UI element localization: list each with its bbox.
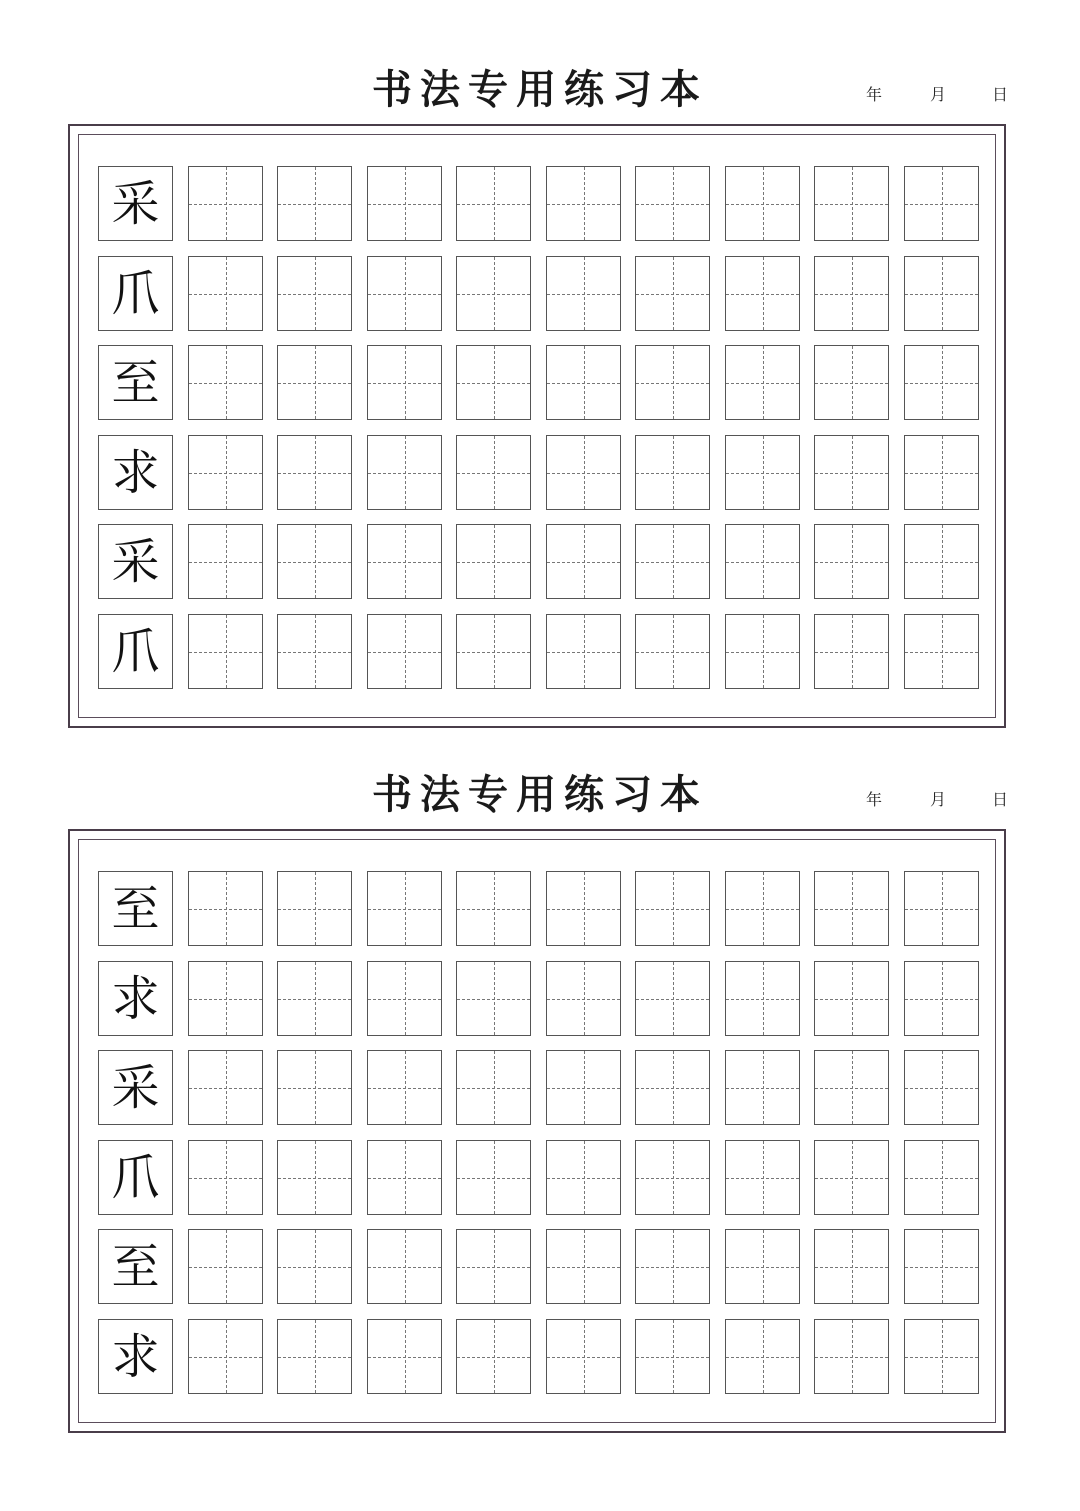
sheet-title: 书法专用练习本	[372, 66, 708, 113]
guide-line-horizontal	[726, 652, 799, 653]
practice-cell	[277, 614, 352, 689]
guide-line-horizontal	[547, 473, 620, 474]
guide-line-horizontal	[815, 562, 888, 563]
practice-cell	[367, 614, 442, 689]
guide-line-horizontal	[457, 1267, 530, 1268]
guide-line-horizontal	[636, 1357, 709, 1358]
practice-cell	[456, 871, 531, 946]
guide-line-horizontal	[636, 909, 709, 910]
guide-line-horizontal	[726, 473, 799, 474]
practice-cell	[367, 166, 442, 241]
practice-cell	[277, 1319, 352, 1394]
guide-line-horizontal	[815, 1357, 888, 1358]
guide-line-horizontal	[457, 1088, 530, 1089]
practice-cell	[277, 256, 352, 331]
practice-cell	[277, 435, 352, 510]
model-character-cell	[98, 166, 173, 241]
model-character: 爪	[111, 623, 160, 680]
practice-cell	[188, 345, 263, 420]
practice-cell	[635, 1140, 710, 1215]
practice-cell	[725, 1319, 800, 1394]
guide-line-horizontal	[547, 1178, 620, 1179]
practice-cell	[546, 524, 621, 599]
practice-cell	[635, 1050, 710, 1125]
practice-cell	[635, 345, 710, 420]
practice-cell	[635, 166, 710, 241]
guide-line-horizontal	[547, 652, 620, 653]
guide-line-horizontal	[636, 999, 709, 1000]
practice-cell	[277, 961, 352, 1036]
guide-line-horizontal	[457, 383, 530, 384]
practice-cell	[814, 166, 889, 241]
practice-cell	[456, 1229, 531, 1304]
guide-line-horizontal	[636, 294, 709, 295]
model-character: 求	[111, 444, 160, 501]
model-character-cell	[98, 345, 173, 420]
guide-line-horizontal	[457, 909, 530, 910]
sheet-title: 书法专用练习本	[372, 771, 708, 818]
guide-line-horizontal	[189, 909, 262, 910]
practice-cell	[814, 256, 889, 331]
model-character-cell	[98, 524, 173, 599]
guide-line-horizontal	[278, 1357, 351, 1358]
guide-line-horizontal	[905, 1267, 978, 1268]
guide-line-horizontal	[547, 1088, 620, 1089]
guide-line-horizontal	[815, 909, 888, 910]
practice-cell	[546, 435, 621, 510]
practice-cell	[904, 345, 979, 420]
model-character: 采	[111, 175, 160, 232]
practice-cell	[635, 1319, 710, 1394]
guide-line-horizontal	[815, 473, 888, 474]
practice-cell	[188, 871, 263, 946]
practice-cell	[456, 1140, 531, 1215]
guide-line-horizontal	[815, 652, 888, 653]
practice-cell	[367, 256, 442, 331]
guide-line-horizontal	[905, 652, 978, 653]
practice-cell	[814, 961, 889, 1036]
practice-cell	[188, 614, 263, 689]
practice-cell	[546, 256, 621, 331]
practice-cell	[904, 1050, 979, 1125]
guide-line-horizontal	[189, 383, 262, 384]
practice-cell	[725, 524, 800, 599]
practice-cell	[456, 435, 531, 510]
guide-line-horizontal	[368, 909, 441, 910]
guide-line-horizontal	[905, 473, 978, 474]
practice-cell	[367, 961, 442, 1036]
guide-line-horizontal	[726, 999, 799, 1000]
model-character-cell	[98, 256, 173, 331]
practice-cell	[725, 345, 800, 420]
practice-cell	[725, 1140, 800, 1215]
guide-line-horizontal	[368, 1088, 441, 1089]
guide-line-horizontal	[368, 473, 441, 474]
model-character: 采	[111, 533, 160, 590]
practice-cell	[277, 871, 352, 946]
practice-cell	[367, 871, 442, 946]
practice-cell	[904, 614, 979, 689]
guide-line-horizontal	[726, 909, 799, 910]
guide-line-horizontal	[905, 1357, 978, 1358]
guide-line-horizontal	[815, 1267, 888, 1268]
guide-line-horizontal	[636, 383, 709, 384]
guide-line-horizontal	[636, 1178, 709, 1179]
model-character: 求	[111, 970, 160, 1027]
guide-line-horizontal	[278, 999, 351, 1000]
guide-line-horizontal	[905, 1088, 978, 1089]
practice-cell	[188, 435, 263, 510]
guide-line-horizontal	[189, 1088, 262, 1089]
model-character: 求	[111, 1328, 160, 1385]
grid-frame	[68, 124, 1006, 728]
model-character-cell	[98, 1140, 173, 1215]
guide-line-horizontal	[189, 1357, 262, 1358]
guide-line-horizontal	[905, 204, 978, 205]
practice-cell	[456, 961, 531, 1036]
practice-cell	[546, 1050, 621, 1125]
model-character: 爪	[111, 1149, 160, 1206]
guide-line-horizontal	[368, 1357, 441, 1358]
guide-line-horizontal	[189, 999, 262, 1000]
guide-line-horizontal	[905, 1178, 978, 1179]
practice-cell	[367, 1140, 442, 1215]
practice-sheet-1	[0, 0, 1080, 700]
practice-cell	[814, 614, 889, 689]
guide-line-horizontal	[278, 909, 351, 910]
guide-line-horizontal	[278, 383, 351, 384]
practice-cell	[635, 435, 710, 510]
guide-line-horizontal	[726, 204, 799, 205]
practice-cell	[725, 614, 800, 689]
guide-line-horizontal	[189, 652, 262, 653]
practice-cell	[456, 345, 531, 420]
practice-cell	[188, 1319, 263, 1394]
guide-line-horizontal	[189, 294, 262, 295]
guide-line-horizontal	[189, 1178, 262, 1179]
practice-cell	[814, 1140, 889, 1215]
practice-cell	[546, 871, 621, 946]
guide-line-horizontal	[457, 562, 530, 563]
guide-line-horizontal	[726, 1088, 799, 1089]
practice-cell	[904, 435, 979, 510]
practice-cell	[904, 166, 979, 241]
guide-line-horizontal	[547, 294, 620, 295]
practice-cell	[546, 961, 621, 1036]
practice-cell	[546, 1140, 621, 1215]
practice-cell	[546, 345, 621, 420]
date-year-label: 年	[866, 85, 883, 104]
guide-line-horizontal	[726, 1178, 799, 1179]
practice-cell	[188, 1050, 263, 1125]
guide-line-horizontal	[457, 1357, 530, 1358]
practice-cell	[904, 256, 979, 331]
practice-cell	[725, 1229, 800, 1304]
guide-line-horizontal	[547, 204, 620, 205]
model-character: 至	[111, 880, 160, 937]
practice-cell	[188, 1140, 263, 1215]
guide-line-horizontal	[457, 294, 530, 295]
model-character-cell	[98, 961, 173, 1036]
practice-cell	[635, 524, 710, 599]
practice-cell	[456, 1319, 531, 1394]
model-character: 采	[111, 1059, 160, 1116]
guide-line-horizontal	[278, 1088, 351, 1089]
practice-cell	[546, 1319, 621, 1394]
guide-line-horizontal	[547, 999, 620, 1000]
practice-cell	[367, 524, 442, 599]
guide-line-horizontal	[278, 1267, 351, 1268]
practice-cell	[904, 871, 979, 946]
guide-line-horizontal	[636, 204, 709, 205]
practice-cell	[635, 614, 710, 689]
practice-cell	[725, 435, 800, 510]
guide-line-horizontal	[368, 652, 441, 653]
guide-line-horizontal	[726, 1357, 799, 1358]
guide-line-horizontal	[457, 204, 530, 205]
practice-cell	[277, 1050, 352, 1125]
practice-cell	[814, 1319, 889, 1394]
practice-cell	[635, 871, 710, 946]
guide-line-horizontal	[815, 1178, 888, 1179]
guide-line-horizontal	[905, 383, 978, 384]
guide-line-horizontal	[547, 909, 620, 910]
guide-line-horizontal	[278, 294, 351, 295]
practice-cell	[456, 1050, 531, 1125]
date-month-label: 月	[930, 790, 947, 809]
practice-cell	[546, 166, 621, 241]
guide-line-horizontal	[278, 652, 351, 653]
guide-line-horizontal	[636, 473, 709, 474]
guide-line-horizontal	[368, 1178, 441, 1179]
practice-cell	[277, 166, 352, 241]
practice-cell	[188, 524, 263, 599]
guide-line-horizontal	[726, 562, 799, 563]
guide-line-horizontal	[278, 204, 351, 205]
guide-line-horizontal	[368, 562, 441, 563]
guide-line-horizontal	[636, 562, 709, 563]
guide-line-horizontal	[815, 999, 888, 1000]
model-character-cell	[98, 435, 173, 510]
practice-cell	[814, 524, 889, 599]
practice-cell	[814, 435, 889, 510]
guide-line-horizontal	[368, 1267, 441, 1268]
practice-cell	[367, 1229, 442, 1304]
guide-line-horizontal	[636, 1088, 709, 1089]
guide-line-horizontal	[547, 1357, 620, 1358]
guide-line-horizontal	[278, 1178, 351, 1179]
practice-cell	[904, 961, 979, 1036]
guide-line-horizontal	[457, 652, 530, 653]
practice-cell	[814, 871, 889, 946]
guide-line-horizontal	[905, 999, 978, 1000]
practice-cell	[814, 1229, 889, 1304]
guide-line-horizontal	[547, 562, 620, 563]
practice-cell	[814, 1050, 889, 1125]
guide-line-horizontal	[368, 204, 441, 205]
guide-line-horizontal	[636, 652, 709, 653]
guide-line-horizontal	[189, 473, 262, 474]
date-month-label: 月	[930, 85, 947, 104]
guide-line-horizontal	[457, 999, 530, 1000]
guide-line-horizontal	[189, 1267, 262, 1268]
guide-line-horizontal	[547, 1267, 620, 1268]
practice-cell	[546, 614, 621, 689]
practice-cell	[725, 961, 800, 1036]
guide-line-horizontal	[457, 1178, 530, 1179]
practice-cell	[456, 256, 531, 331]
practice-cell	[546, 1229, 621, 1304]
practice-cell	[725, 1050, 800, 1125]
practice-cell	[367, 1319, 442, 1394]
practice-cell	[456, 614, 531, 689]
practice-cell	[277, 345, 352, 420]
practice-cell	[635, 1229, 710, 1304]
practice-cell	[904, 1319, 979, 1394]
guide-line-horizontal	[278, 473, 351, 474]
practice-cell	[725, 166, 800, 241]
guide-line-horizontal	[368, 294, 441, 295]
guide-line-horizontal	[905, 909, 978, 910]
model-character: 至	[111, 1238, 160, 1295]
grid-frame	[68, 829, 1006, 1433]
practice-cell	[188, 1229, 263, 1304]
guide-line-horizontal	[905, 562, 978, 563]
guide-line-horizontal	[726, 383, 799, 384]
model-character-cell	[98, 1319, 173, 1394]
model-character-cell	[98, 1050, 173, 1125]
practice-cell	[188, 961, 263, 1036]
date-day-label: 日	[992, 790, 1009, 809]
guide-line-horizontal	[368, 383, 441, 384]
model-character: 至	[111, 354, 160, 411]
practice-cell	[277, 1140, 352, 1215]
practice-cell	[188, 166, 263, 241]
guide-line-horizontal	[189, 204, 262, 205]
practice-cell	[188, 256, 263, 331]
model-character-cell	[98, 614, 173, 689]
guide-line-horizontal	[815, 1088, 888, 1089]
practice-cell	[277, 1229, 352, 1304]
practice-cell	[904, 1140, 979, 1215]
guide-line-horizontal	[815, 294, 888, 295]
guide-line-horizontal	[815, 204, 888, 205]
practice-cell	[814, 345, 889, 420]
guide-line-horizontal	[457, 473, 530, 474]
practice-cell	[635, 256, 710, 331]
date-year-label: 年	[866, 790, 883, 809]
date-day-label: 日	[992, 85, 1009, 104]
guide-line-horizontal	[636, 1267, 709, 1268]
guide-line-horizontal	[815, 383, 888, 384]
practice-sheet-2	[0, 705, 1080, 1405]
practice-cell	[725, 256, 800, 331]
practice-cell	[725, 871, 800, 946]
guide-line-horizontal	[368, 999, 441, 1000]
model-character: 爪	[111, 265, 160, 322]
guide-line-horizontal	[905, 294, 978, 295]
model-character-cell	[98, 1229, 173, 1304]
practice-cell	[277, 524, 352, 599]
practice-cell	[456, 524, 531, 599]
guide-line-horizontal	[726, 1267, 799, 1268]
practice-cell	[367, 435, 442, 510]
guide-line-horizontal	[189, 562, 262, 563]
practice-cell	[367, 1050, 442, 1125]
guide-line-horizontal	[547, 383, 620, 384]
practice-cell	[635, 961, 710, 1036]
practice-cell	[456, 166, 531, 241]
practice-cell	[904, 1229, 979, 1304]
guide-line-horizontal	[278, 562, 351, 563]
model-character-cell	[98, 871, 173, 946]
practice-cell	[904, 524, 979, 599]
guide-line-horizontal	[726, 294, 799, 295]
practice-cell	[367, 345, 442, 420]
